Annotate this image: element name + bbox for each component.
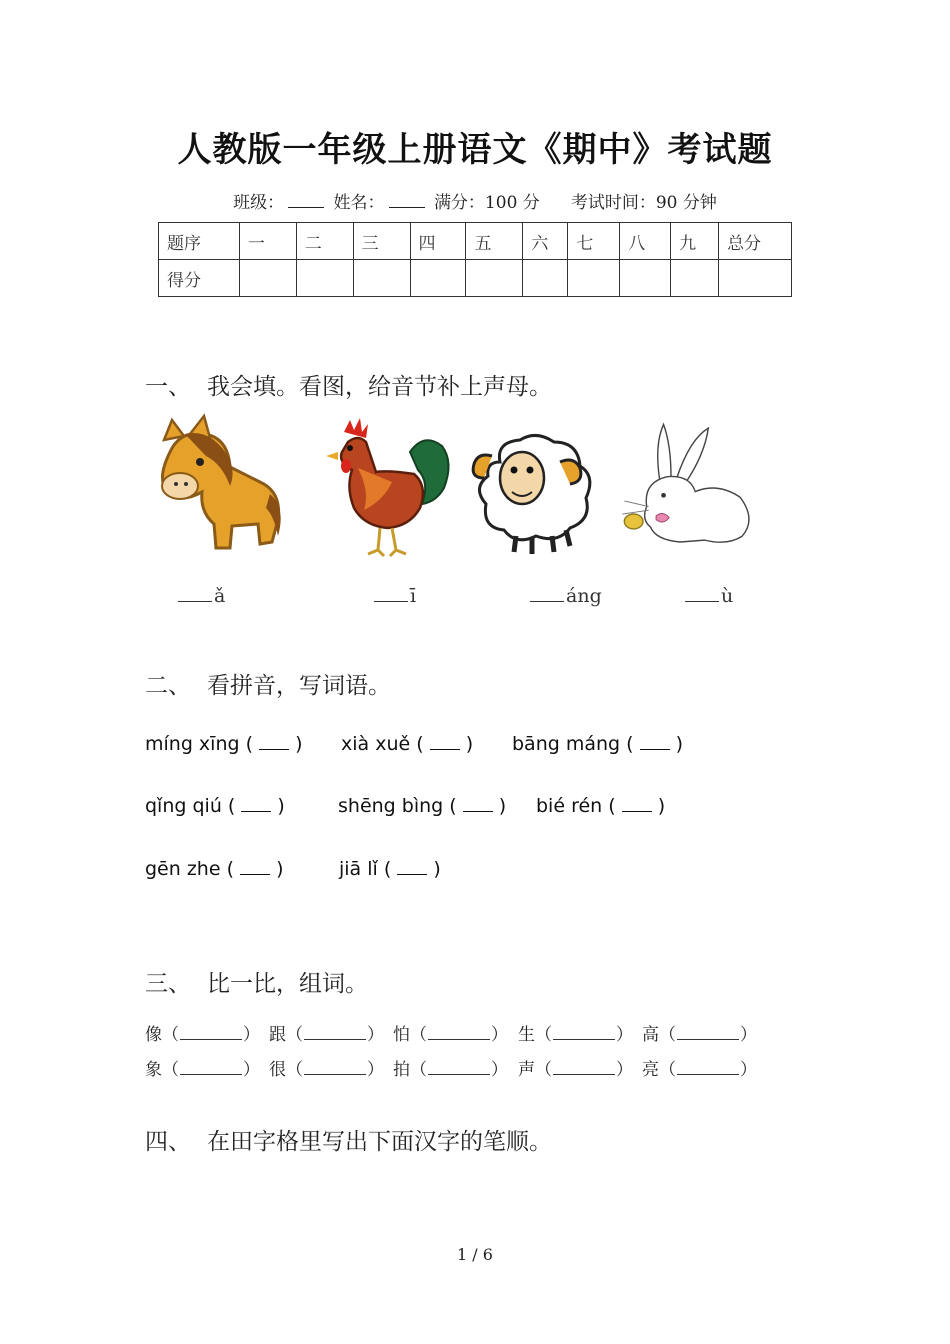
char: 拍 [393,1060,410,1080]
close-paren: ） [616,1060,633,1080]
section-1-number: 一、 [145,374,191,400]
score-cell[interactable] [719,260,792,297]
pinyin-text: bié rén ( [536,795,616,817]
close-paren: ） [367,1060,384,1080]
compare-item [393,1020,508,1045]
word-blank[interactable] [622,797,652,812]
char: 声 [518,1060,535,1080]
word-blank[interactable] [677,1062,739,1075]
word-blank[interactable] [463,797,493,812]
score-cell[interactable] [523,260,568,297]
open-paren: （ [162,1060,179,1080]
compare-item [145,1055,260,1080]
header-cell: 四 [410,223,466,260]
word-blank[interactable] [430,735,460,750]
score-cell[interactable] [353,260,410,297]
char: 生 [518,1025,535,1045]
pinyin-blank[interactable] [685,587,719,602]
page-title: 人教版一年级上册语文《期中》考试题 [177,130,773,170]
header-cell: 六 [523,223,568,260]
compare-item [518,1055,633,1080]
pinyin-item [339,858,441,880]
section-4-heading [145,1123,552,1156]
score-row-label: 得分 [159,260,240,297]
pinyin-final: ī [410,585,417,607]
pinyin-answer-3 [530,585,602,607]
open-paren: （ [286,1025,303,1045]
header-cell: 九 [671,223,719,260]
pinyin-item [338,795,506,817]
score-table [158,222,792,297]
close-paren: ） [740,1025,757,1045]
time-label: 考试时间：90 分钟 [570,193,717,213]
close-paren: ) [433,858,441,880]
rooster-image [318,412,458,560]
pinyin-blank[interactable] [374,587,408,602]
close-paren: ) [277,795,285,817]
pinyin-text: bāng máng ( [512,733,634,755]
word-blank[interactable] [304,1062,366,1075]
pinyin-blank[interactable] [178,587,212,602]
char: 像 [145,1025,162,1045]
close-paren: ) [276,858,284,880]
horse-image [150,412,290,560]
word-blank[interactable] [640,735,670,750]
close-paren: ) [295,733,303,755]
score-cell[interactable] [620,260,671,297]
word-blank[interactable] [180,1027,242,1040]
compare-item [642,1020,757,1045]
open-paren: （ [535,1060,552,1080]
header-cell: 题序 [159,223,240,260]
name-label: 姓名： [333,193,385,213]
word-blank[interactable] [304,1027,366,1040]
close-paren: ） [491,1060,508,1080]
header-cell: 二 [296,223,353,260]
header-cell: 三 [353,223,410,260]
word-blank[interactable] [259,735,289,750]
pinyin-text: qǐng qiú ( [145,795,236,817]
section-3-heading [145,965,368,998]
section-2-heading [145,667,391,700]
pinyin-final: áng [566,585,602,607]
header-cell: 八 [620,223,671,260]
header-cell: 五 [466,223,523,260]
word-blank[interactable] [553,1027,615,1040]
close-paren: ） [740,1060,757,1080]
score-cell[interactable] [410,260,466,297]
pinyin-final: ù [721,585,734,607]
word-blank[interactable] [428,1062,490,1075]
section-4-title: 在田字格里写出下面汉字的笔顺。 [207,1129,552,1155]
pinyin-text: gēn zhe ( [145,858,234,880]
char: 怕 [393,1025,410,1045]
pinyin-answer-1 [178,585,225,607]
pinyin-text: shēng bìng ( [338,795,457,817]
open-paren: （ [410,1025,427,1045]
pinyin-text: xià xuě ( [341,733,424,755]
class-label: 班级： [233,193,285,213]
pinyin-item [536,795,665,817]
word-blank[interactable] [397,860,427,875]
section-3-number: 三、 [145,971,191,997]
close-paren: ) [498,795,507,817]
open-paren: （ [410,1060,427,1080]
open-paren: （ [535,1025,552,1045]
score-cell[interactable] [671,260,719,297]
pinyin-answer-4 [685,585,733,607]
pinyin-final: ǎ [214,585,226,607]
sheep-image [460,412,600,560]
pinyin-item [512,733,683,755]
header-cell: 七 [568,223,620,260]
char: 跟 [269,1025,286,1045]
word-blank[interactable] [240,860,270,875]
pinyin-blank[interactable] [530,587,564,602]
header-cell: 总分 [719,223,792,260]
word-blank[interactable] [553,1062,615,1075]
close-paren: ） [616,1025,633,1045]
word-blank[interactable] [180,1062,242,1075]
open-paren: （ [659,1025,676,1045]
section-4-number: 四、 [145,1129,191,1155]
section-1-title: 我会填。看图，给音节补上声母。 [207,374,552,400]
compare-item [269,1020,384,1045]
open-paren: （ [659,1060,676,1080]
pinyin-item [145,733,303,755]
close-paren: ） [243,1025,260,1045]
compare-item [393,1055,508,1080]
score-cell[interactable] [568,260,620,297]
close-paren: ） [243,1060,260,1080]
pinyin-item [341,733,473,755]
section-2-number: 二、 [145,673,191,699]
compare-item [145,1020,260,1045]
word-blank[interactable] [677,1027,739,1040]
pinyin-answer-2 [374,585,416,607]
exam-info-line [0,188,950,213]
score-table-score-row [159,260,792,297]
score-label: 满分：100 分 [433,193,540,213]
char: 象 [145,1060,162,1080]
pinyin-text: míng xīng ( [145,733,254,755]
open-paren: （ [286,1060,303,1080]
char: 很 [269,1060,286,1080]
char: 高 [642,1025,659,1045]
section-3-title: 比一比，组词。 [207,971,368,997]
compare-item [518,1020,633,1045]
open-paren: （ [162,1025,179,1045]
char: 亮 [642,1060,659,1080]
compare-item [642,1055,757,1080]
compare-item [269,1055,384,1080]
section-1-heading [145,368,552,401]
close-paren: ） [367,1025,384,1045]
word-blank[interactable] [428,1027,490,1040]
close-paren: ) [675,733,684,755]
score-cell[interactable] [296,260,353,297]
rabbit-image [615,412,755,560]
class-blank[interactable] [288,193,324,208]
close-paren: ） [491,1025,508,1045]
header-cell: 一 [239,223,296,260]
close-paren: ) [657,795,666,817]
page-number: 1 / 6 [457,1245,493,1264]
score-cell[interactable] [466,260,523,297]
pinyin-text: jiā lǐ ( [339,858,392,880]
score-cell[interactable] [239,260,296,297]
section-2-title: 看拼音，写词语。 [207,673,391,699]
word-blank[interactable] [241,797,271,812]
score-table-header-row [159,223,792,260]
close-paren: ) [465,733,474,755]
pinyin-item [145,795,285,817]
pinyin-item [145,858,284,880]
name-blank[interactable] [389,193,425,208]
